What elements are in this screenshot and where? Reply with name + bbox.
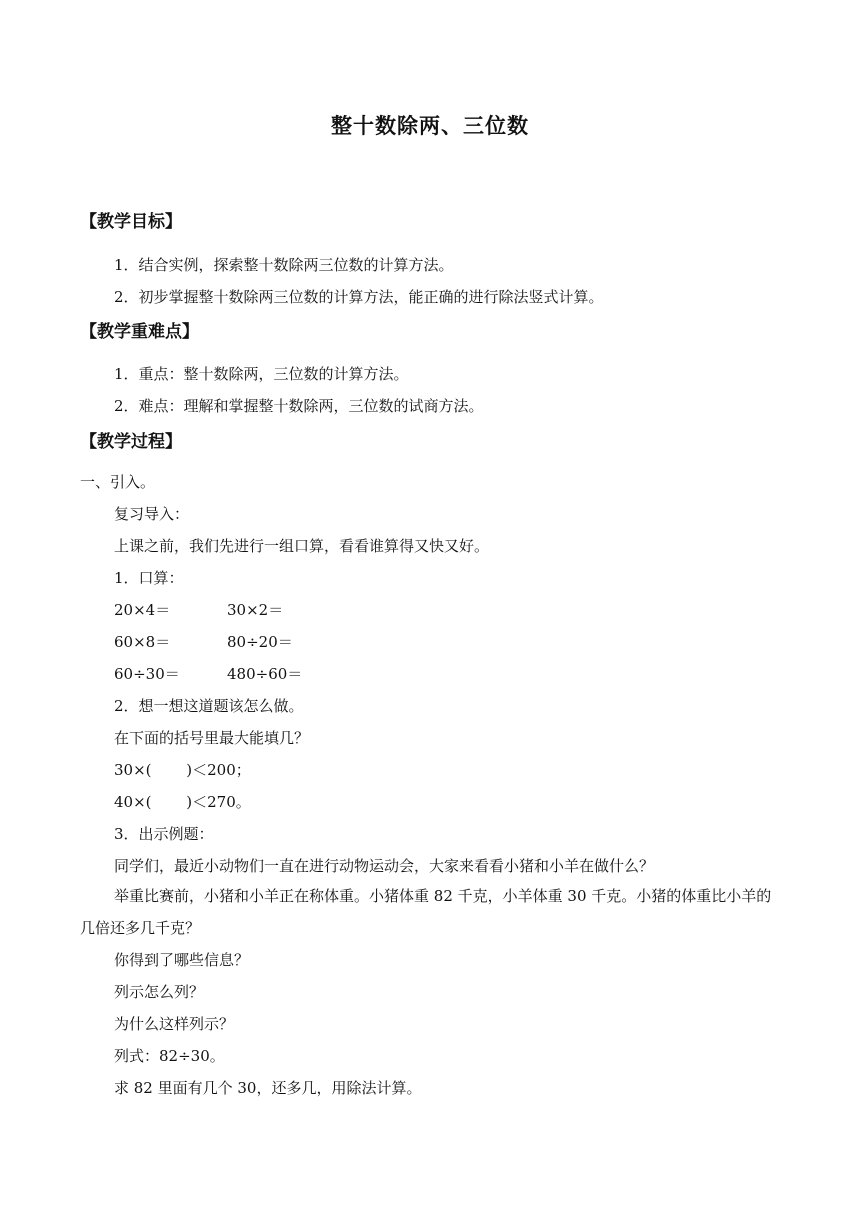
fill-question-2: 40×( )＜270。 bbox=[114, 793, 251, 811]
oral-item: 20×4＝ bbox=[114, 601, 171, 619]
oral-heading: 1．口算： bbox=[114, 569, 184, 587]
before-class-line: 上课之前，我们先进行一组口算，看看谁算得又快又好。 bbox=[114, 537, 490, 555]
story-line: 同学们，最近小动物们一直在进行动物运动会，大家来看看小猪和小羊在做什么？ bbox=[114, 857, 655, 875]
key-point-1: 1．重点：整十数除两，三位数的计算方法。 bbox=[114, 365, 409, 383]
goal-item-1: 1．结合实例，探索整十数除两三位数的计算方法。 bbox=[114, 256, 454, 274]
question-info: 你得到了哪些信息？ bbox=[114, 951, 250, 969]
review-line: 复习导入： bbox=[114, 505, 190, 523]
problem-paragraph: 举重比赛前，小猪和小羊正在称体重。小猪体重 82 千克，小羊体重 30 千克。小猪的体重比小羊的几倍还多几千克？ bbox=[80, 887, 772, 937]
question-why: 为什么这样列示？ bbox=[114, 1015, 235, 1033]
intro-line: 一、引入。 bbox=[80, 473, 156, 491]
oral-item: 60÷30＝ bbox=[114, 665, 180, 683]
process-heading: 【教学过程】 bbox=[80, 432, 182, 452]
explain-line: 求 82 里面有几个 30，还多几，用除法计算。 bbox=[114, 1079, 422, 1097]
oral-item: 60×8＝ bbox=[114, 633, 171, 651]
goal-item-2: 2．初步掌握整十数除两三位数的计算方法，能正确的进行除法竖式计算。 bbox=[114, 288, 604, 306]
question-formula: 列示怎么列？ bbox=[114, 983, 205, 1001]
example-heading: 3．出示例题： bbox=[114, 825, 214, 843]
formula-line: 列式：82÷30。 bbox=[114, 1047, 225, 1065]
goals-heading: 【教学目标】 bbox=[80, 212, 182, 232]
key-point-2: 2．难点：理解和掌握整十数除两，三位数的试商方法。 bbox=[114, 397, 484, 415]
think-heading: 2．想一想这道题该怎么做。 bbox=[114, 697, 304, 715]
key-points-heading: 【教学重难点】 bbox=[80, 322, 199, 342]
fill-question-1: 30×( )＜200； bbox=[114, 761, 251, 779]
document-title: 整十数除两、三位数 bbox=[331, 113, 529, 138]
oral-item: 480÷60＝ bbox=[227, 665, 303, 683]
oral-item: 80÷20＝ bbox=[227, 633, 293, 651]
fill-prompt: 在下面的括号里最大能填几？ bbox=[114, 729, 310, 747]
oral-item: 30×2＝ bbox=[227, 601, 284, 619]
